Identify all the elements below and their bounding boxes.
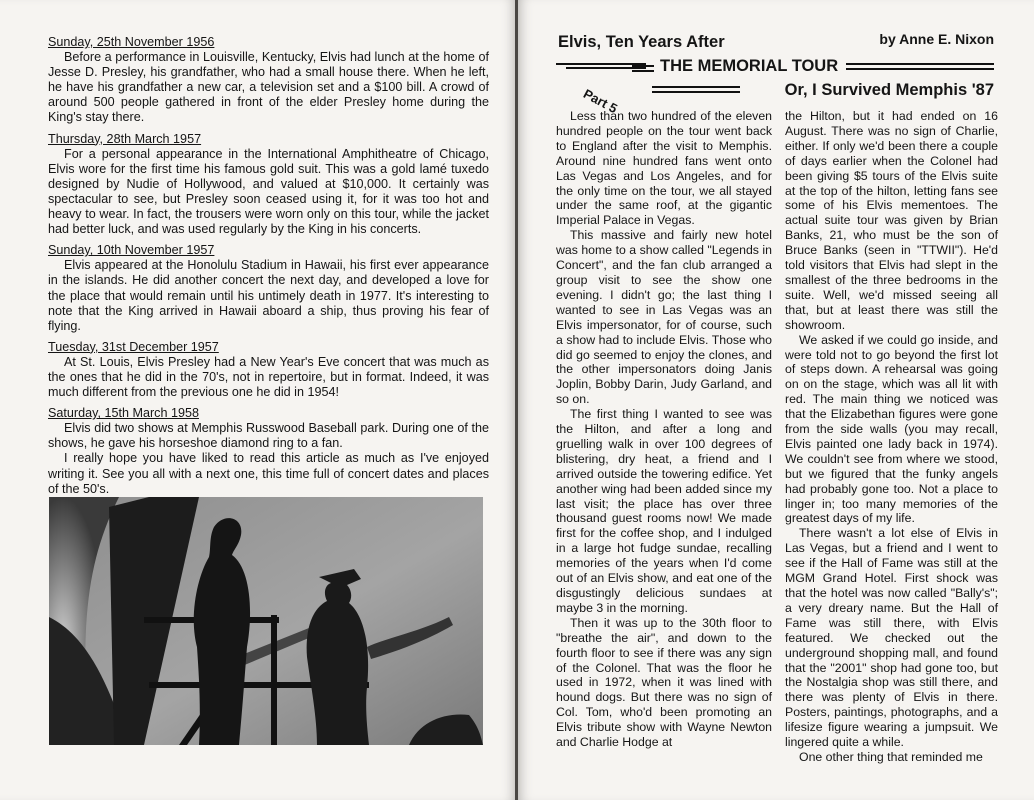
article-header: [556, 30, 996, 117]
article-paragraph: the Hilton, but it had ended on 16 August. There was no sign of Charlie, either. If only we'd been there a couple of days earlier when the Colonel had been giving $5 tours of the Elvis suite at the top of the hilton, letting fans see some of his Elvis mementoes. The actual suite tour was given by Brian Banks, 21, who must be the son of Bruce Banks (seen in "TTWII"). He'd told visitors that Elvis had slept in the smallest of the three bedrooms in the suite. Well, we'd missed seeing all that, but at least there was still the showroom.: [785, 109, 998, 332]
entry-text: Elvis did two shows at Memphis Russwood Baseball park. During one of the shows, he gave his horseshoe diamond ring to a fan.: [48, 421, 489, 451]
article-column-2: [785, 109, 998, 765]
chronology-entry: [48, 406, 489, 497]
article-column-1: [556, 109, 772, 750]
article-paragraph: We asked if we could go inside, and were told not to go beyond the first lot of steps down. A rehearsal was going on on the stage, which was all lit with red. The main thing we noticed was that the Elizabethan figures were gone from the side walls (you may recall, Elvis painted one lady back in 1974). We couldn't see from where we stood, but we figured that the funky angels had probably gone too. Not a place to linger in; too many memories of the greatest days of my life.: [785, 332, 998, 526]
part-label: Part 5: [580, 86, 620, 117]
article-title: Elvis, Ten Years After: [558, 33, 725, 51]
entry-text: Elvis appeared at the Honolulu Stadium in Hawaii, his first ever appearance in the islands. He did another concert the next day, and developed a love for the place that would remain until his untimely death in 1977. It's interesting to note that the King arrived in Hawaii aboard a ship, thus proving his fear of flying.: [48, 258, 489, 333]
chronology-entry: [48, 340, 489, 400]
article-paragraph: The first thing I wanted to see was the Hilton, and after a long and gruelling walk in over 100 degrees of blistering, dry heat, a friend and I arrived outside the towering edifice. Yet another wing had been added since my last visit; the place has over three thousand guest rooms now! We made first for the coffee shop, and I indulged in a large hot fudge sundae, recalling memories of the years when I'd come out of an Elvis show, and eat one of the disgustingly delicious sundaes at maybe 3 in the morning.: [556, 407, 772, 615]
article-paragraph: There wasn't a lot else of Elvis in Las Vegas, but a friend and I went to see if the Hall of Fame was still at the MGM Grand Hotel. First shock was that the hotel was now called "Bally's"; a very dreary name. But the Hall of Fame was still there, with Elvis featured. We checked out the underground shopping mall, and found that the "2001" shop had gone too, but the Nostalgia shop was still there, and there was plenty of Elvis in there. Posters, paintings, photographs, and a lifesize figure wearing a jumpsuit. We lingered quite a while.: [785, 526, 998, 750]
silhouette-photo: [49, 497, 483, 745]
entry-date: Sunday, 25th November 1956: [48, 35, 215, 49]
closing-text: I really hope you have liked to read this article as much as I've enjoyed writing it. See you all with a next one, this time full of concert dates and places of the 50's.: [48, 451, 489, 496]
entry-date: Tuesday, 31st December 1957: [48, 339, 219, 354]
header-rule: [846, 68, 994, 70]
left-page: [0, 0, 516, 800]
article-paragraph: Less than two hundred of the eleven hundred people on the tour went back to England after the visit to Memphis. Around nine hundred fans went onto Las Vegas and Los Angeles, and for the only time on the tour, we all stayed under the same roof, at the gigantic Imperial Palace in Vegas.: [556, 109, 772, 228]
article-paragraph: This massive and fairly new hotel was home to a show called "Legends in Concert", and the fan club arranged a group visit to see the show one evening. I didn't go; the last thing I wanted to see in Las Vegas was an Elvis impersonator, for of course, such a show had to include Elvis. Those who did go seemed to enjoy the clones, and the other impersonators doing Janis Joplin, Bobby Darin, Judy Garland, and so on.: [556, 228, 772, 407]
entry-date: Sunday, 10th November 1957: [48, 243, 215, 258]
header-rule: [566, 67, 646, 69]
chronology-entry: [48, 35, 489, 126]
header-rule: [632, 70, 654, 72]
chronology-entry: [48, 132, 489, 238]
entry-date: Saturday, 15th March 1958: [48, 406, 199, 421]
entry-text: For a personal appearance in the International Amphitheatre of Chicago, Elvis wore for the first time his famous gold suit. This was a gold lamé tuxedo designed by Nudie of Hollywood, and valued at $10,000. It certainly was spectacular to see, but Presley soon ceased using it, for it was too hot and heavy to wear. In fact, the trousers were worn only on this tour, while the jacket had better luck, and was used regularly by the King in his concerts.: [48, 146, 489, 237]
article-subtitle: Or, I Survived Memphis '87: [784, 81, 994, 99]
section-title: THE MEMORIAL TOUR: [660, 57, 839, 75]
chronology-column: [48, 35, 489, 503]
header-rule: [846, 63, 994, 65]
header-rule: [632, 65, 654, 67]
chronology-entry: [48, 243, 489, 334]
entry-text: At St. Louis, Elvis Presley had a New Year's Eve concert that was much as the ones that he did in the 70's, not in repertoire, but in format. Indeed, it was much different from the previous one he did in 1954!: [48, 354, 489, 400]
header-rule: [652, 91, 740, 93]
article-author: by Anne E. Nixon: [879, 31, 994, 47]
article-paragraph: One other thing that reminded me: [799, 749, 983, 764]
entry-date: Thursday, 28th March 1957: [48, 131, 202, 146]
header-rule: [652, 86, 740, 88]
article-paragraph: Then it was up to the 30th floor to "breathe the air", and down to the fourth floor to see if there was any sign of the Colonel. That was the floor he used in 1972, when it was lined with hound dogs. But there was no sign of Col. Tom, who'd been promoting an Elvis tribute show with Wayne Newton and Charlie Hodge at: [556, 615, 772, 750]
entry-text: Before a performance in Louisville, Kentucky, Elvis had lunch at the home of Jesse D. Presley, his grandfather, who had a small house there. When he left, he have his grandfather a new car, a television set and a $100 bill. A crowd of around 500 people gathered in front of the elder Presley home during the King's stay there.: [48, 50, 489, 125]
